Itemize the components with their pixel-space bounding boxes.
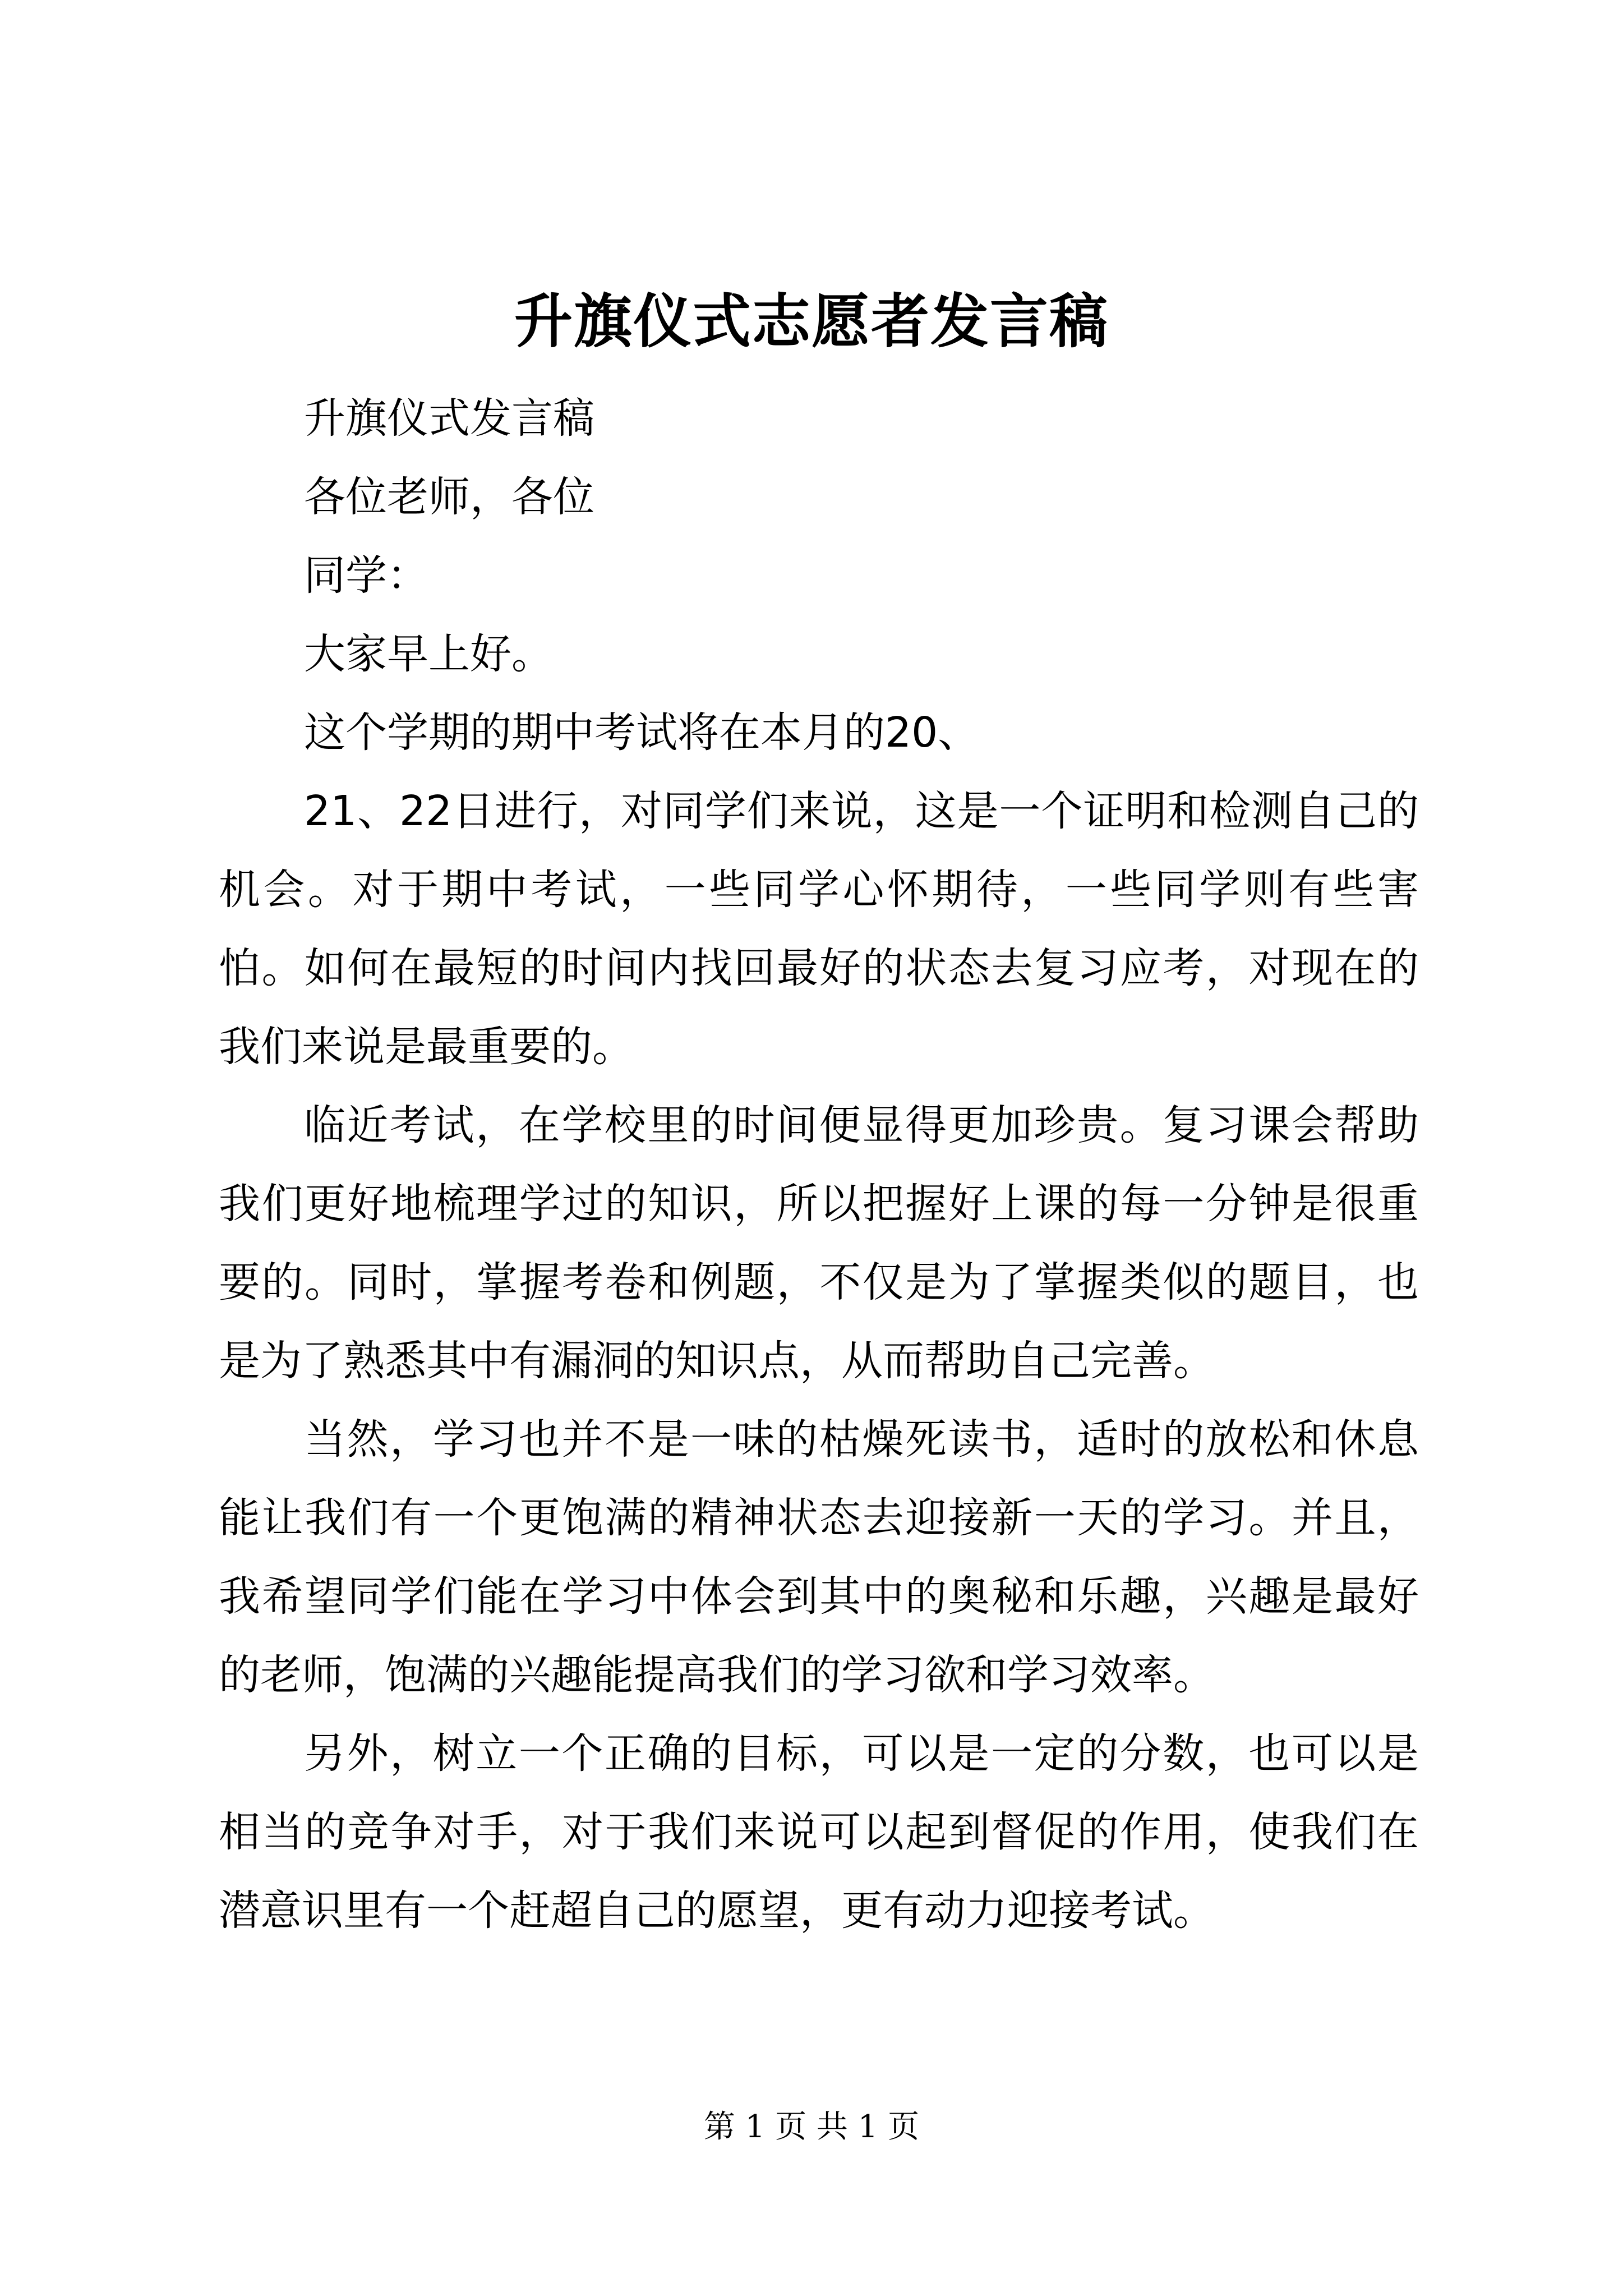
paragraph-4: 大家早上好。 xyxy=(304,630,553,678)
document-title: 升旗仪式志愿者发言稿 xyxy=(514,287,1109,356)
page-footer: 第 1 页 共 1 页 xyxy=(703,2109,920,2145)
document-body xyxy=(219,379,1419,1950)
paragraph-2: 各位老师，各位 xyxy=(304,473,594,521)
paragraph-3: 同学： xyxy=(304,551,428,600)
paragraph-7: 临近考试，在学校里的时间便显得更加珍贵。复习课会帮助我们更好地梳理学过的知识，所以把握好上课的每一分钟是很重要的。同时，掌握考卷和例题，不仅是为了掌握类似的题目，也是为了熟悉其中有漏洞的知识点，从而帮助自己完善。 xyxy=(219,1101,1419,1385)
paragraph-1: 升旗仪式发言稿 xyxy=(304,394,594,443)
paragraph-8: 当然，学习也并不是一味的枯燥死读书，适时的放松和休息能让我们有一个更饱满的精神状态去迎接新一天的学习。并且，我希望同学们能在学习中体会到其中的奥秘和乐趣，兴趣是最好的老师，饱满的兴趣能提高我们的学习欲和学习效率。 xyxy=(219,1415,1419,1699)
paragraph-9: 另外，树立一个正确的目标，可以是一定的分数，也可以是相当的竞争对手，对于我们来说可以起到督促的作用，使我们在潜意识里有一个赶超自己的愿望，更有动力迎接考试。 xyxy=(219,1729,1419,1935)
paragraph-6: 21、22日进行，对同学们来说，这是一个证明和检测自己的机会。对于期中考试，一些同学心怀期待，一些同学则有些害怕。如何在最短的时间内找回最好的状态去复习应考，对现在的我们来说是最重要的。 xyxy=(219,787,1419,1071)
paragraph-5: 这个学期的期中考试将在本月的20、 xyxy=(304,708,980,757)
